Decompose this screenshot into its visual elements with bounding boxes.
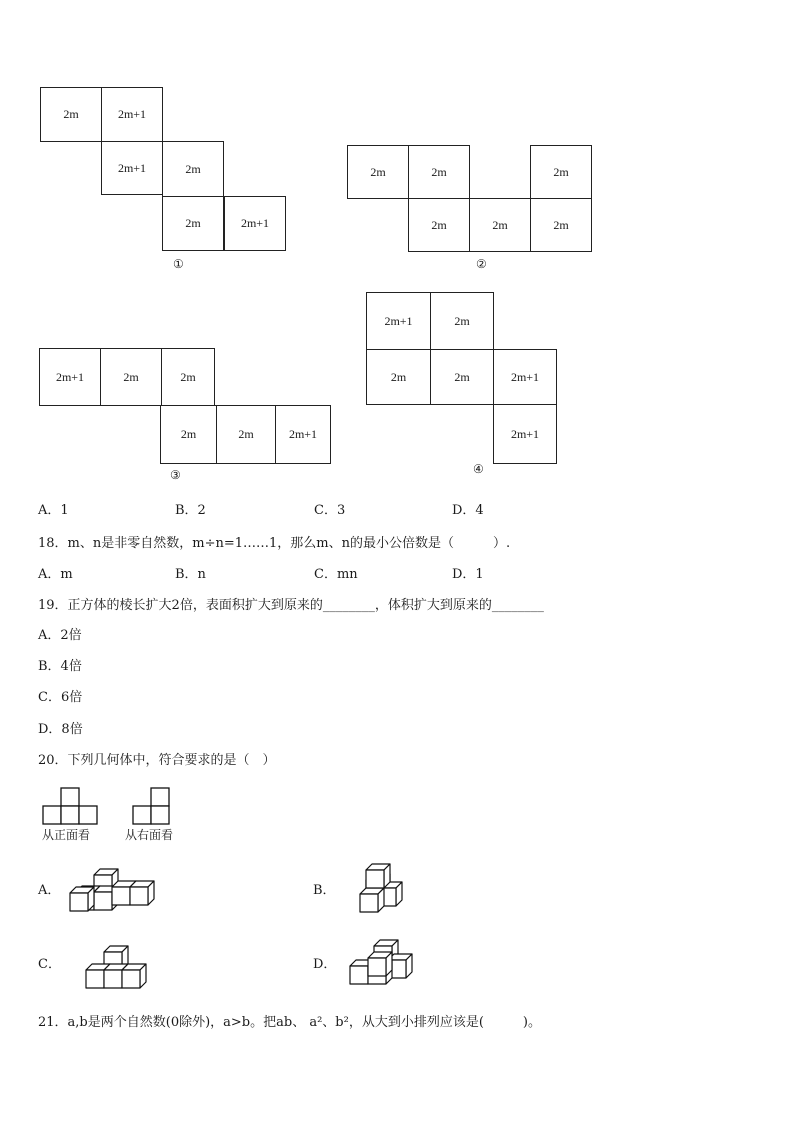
front-view-figure: [42, 786, 102, 826]
front-view-square: [61, 788, 79, 806]
q20-option-d-figure: [344, 932, 424, 992]
q17-option-d[interactable]: D．4: [452, 503, 484, 518]
right-view-square: [151, 788, 169, 806]
q17-option-c[interactable]: C．3: [314, 503, 346, 518]
q20-option-a-figure: [62, 862, 162, 917]
q19-option-d[interactable]: D．8倍: [38, 722, 83, 737]
q18-option-a[interactable]: A．m: [38, 567, 73, 582]
net4-cell: 2m: [430, 292, 494, 350]
front-view-label: 从正面看: [42, 828, 91, 842]
q20-option-d[interactable]: D．: [313, 957, 337, 972]
front-view-square: [61, 806, 79, 824]
cube: [122, 964, 146, 988]
net2-cell: 2m: [408, 198, 470, 252]
net2-cell: 2m: [469, 198, 531, 252]
net2-cell: 2m: [408, 145, 470, 199]
cube: [368, 952, 392, 976]
net1-cell: 2m+1: [224, 196, 286, 251]
q17-option-b[interactable]: B．2: [175, 503, 206, 518]
right-view-figure: [132, 786, 177, 826]
q20-option-c[interactable]: C．: [38, 957, 61, 972]
q18-option-d[interactable]: D．1: [452, 567, 484, 582]
right-view-square: [133, 806, 151, 824]
net3-cell: 2m+1: [39, 348, 101, 406]
net1-cell: 2m: [40, 87, 102, 142]
q19-option-b[interactable]: B．4倍: [38, 659, 82, 674]
q20-option-b[interactable]: B．: [313, 883, 336, 898]
q19-option-c[interactable]: C．6倍: [38, 690, 83, 705]
right-view-square: [151, 806, 169, 824]
right-view-label: 从右面看: [125, 828, 174, 842]
q18-option-b[interactable]: B．n: [175, 567, 206, 582]
net3-cell: 2m: [100, 348, 162, 406]
net2-cell: 2m: [530, 198, 592, 252]
net1-cell: 2m+1: [101, 141, 163, 195]
q20-option-b-figure: [352, 862, 412, 917]
cube: [360, 888, 384, 912]
net4-cell: 2m+1: [493, 349, 557, 405]
net1-cell: 2m: [162, 196, 224, 251]
net1-cell: 2m+1: [101, 87, 163, 142]
q20-question: 20．下列几何体中，符合要求的是（ ）: [38, 753, 276, 768]
q20-option-c-figure: [76, 938, 151, 993]
cube: [70, 887, 94, 911]
net1-cell: 2m: [162, 141, 224, 198]
net1-label: ①: [173, 257, 184, 271]
net3-label: ③: [170, 468, 181, 482]
net3-cell: 2m+1: [275, 405, 331, 464]
front-view-square: [79, 806, 97, 824]
cube: [130, 881, 154, 905]
cube: [366, 864, 390, 888]
net4-cell: 2m+1: [493, 404, 557, 464]
net4-label: ④: [473, 462, 484, 476]
net3-cell: 2m: [160, 405, 217, 464]
q20-option-a[interactable]: A．: [38, 883, 61, 898]
q17-option-a[interactable]: A．1: [38, 503, 69, 518]
q21-question: 21．a,b是两个自然数(0除外)，a>b。把ab、 a²、b²，从大到小排列应该是( )。: [38, 1015, 541, 1030]
net3-cell: 2m: [216, 405, 276, 464]
net2-label: ②: [476, 257, 487, 271]
q18-question: 18．m、n是非零自然数，m÷n=1……1，那么m、n的最小公倍数是（ ）.: [38, 536, 511, 551]
q18-option-c[interactable]: C．mn: [314, 567, 358, 582]
net2-cell: 2m: [530, 145, 592, 199]
q19-option-a[interactable]: A．2倍: [38, 628, 82, 643]
net4-cell: 2m: [430, 349, 494, 405]
net4-cell: 2m+1: [366, 292, 431, 350]
front-view-square: [43, 806, 61, 824]
net3-cell: 2m: [161, 348, 215, 406]
q19-question: 19．正方体的棱长扩大2倍，表面积扩大到原来的________，体积扩大到原来的________: [38, 598, 544, 613]
net4-cell: 2m: [366, 349, 431, 405]
net2-cell: 2m: [347, 145, 409, 199]
